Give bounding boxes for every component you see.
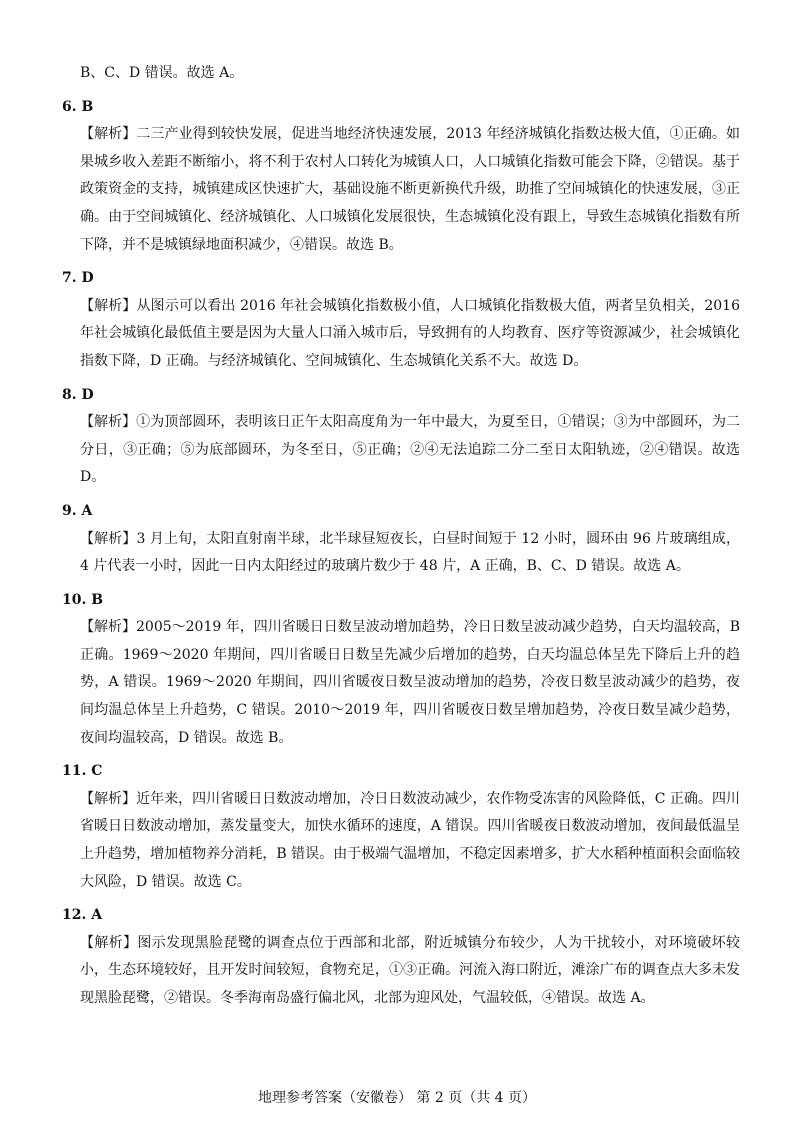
answer-item-6 — [62, 94, 740, 260]
answer-key: 8. D — [62, 386, 94, 403]
answer-item-10 — [62, 587, 740, 753]
answer-item-12 — [62, 902, 740, 1012]
answer-item-7 — [62, 265, 740, 375]
answer-item-9 — [62, 498, 740, 581]
answer-explanation: 【解析】3 月上旬，太阳直射南半球，北半球昼短夜长，白昼时间短于 12 小时，圆环由 96 片玻璃组成，4 片代表一小时，因此一日内太阳经过的玻璃片数少于 48 片，A 正确，B、C、D 错误。故选 A。 — [80, 530, 740, 575]
continued-explanation: B、C、D 错误。故选 A。 — [80, 65, 244, 81]
answer-item-8 — [62, 382, 740, 492]
answer-item-11 — [62, 758, 740, 896]
answer-explanation: 【解析】近年来，四川省暖日日数波动增加，冷日日数波动减少，农作物受冻害的风险降低，C 正确。四川省暖日日数波动增加，蒸发量变大，加快水循环的速度，A 错误。四川省暖夜日数波动增加，夜间最低温呈上升趋势，增加植物养分消耗，B 错误。由于极端气温增加，不稳定因素增多，扩大水稻种植面积会面临较大风险，D 错误。故选 C。 — [80, 790, 740, 890]
answer-key: 6. B — [62, 98, 94, 115]
answer-explanation: 【解析】图示发现黑脸琵鹭的调查点位于西部和北部，附近城镇分布较少，人为干扰较小，对环境破坏较小，生态环境较好，且开发时间较短，食物充足，①③正确。河流入海口附近，滩涂广布的调查点大多未发现黑脸琵鹭，②错误。冬季海南岛盛行偏北风，北部为迎风处，气温较低，④错误。故选 A。 — [80, 934, 740, 1006]
answer-key: 12. A — [62, 907, 103, 924]
answer-explanation: 【解析】从图示可以看出 2016 年社会城镇化指数极小值，人口城镇化指数极大值，两者呈负相关，2016 年社会城镇化最低值主要是因为大量人口涌入城市后，导致拥有的人均教育、医疗等资源减少，社会城镇化指数下降，D 正确。与经济城镇化、空间城镇化、生态城镇化关系不大。故选 D。 — [80, 297, 740, 369]
answer-key: 9. A — [62, 502, 93, 519]
answer-page — [62, 60, 740, 1019]
answer-explanation: 【解析】二三产业得到较快发展，促进当地经济快速发展，2013 年经济城镇化指数达极大值，①正确。如果城乡收入差距不断缩小，将不利于农村人口转化为城镇人口，人口城镇化指数可能会下降，②错误。基于政策资金的支持，城镇建成区快速扩大，基础设施不断更新换代升级，助推了空间城镇化的快速发展，③正确。由于空间城镇化、经济城镇化、人口城镇化发展很快，生态城镇化没有跟上，导致生态城镇化指数有所下降，并不是城镇绿地面积减少，④错误。故选 B。 — [80, 126, 740, 253]
answer-explanation: 【解析】2005～2019 年，四川省暖日日数呈波动增加趋势，冷日日数呈波动减少趋势，白天均温较高，B 正确。1969～2020 年期间，四川省暖日日数呈先减少后增加的趋势，白天均温总体呈先下降后上升的趋势，A 错误。1969～2020 年期间，四川省暖夜日数呈波动增加的趋势，冷夜日数呈波动减少的趋势，夜间均温总体呈上升趋势，C 错误。2010～2019 年，四川省暖夜日数呈增加趋势，冷夜日数呈减少趋势，夜间均温较高，D 错误。故选 B。 — [80, 619, 740, 746]
answer-key: 11. C — [62, 763, 103, 780]
answer-explanation: 【解析】①为顶部圆环，表明该日正午太阳高度角为一年中最大，为夏至日，①错误；③为中部圆环，为二分日，③正确；⑤为底部圆环，为冬至日，⑤正确；②④无法追踪二分二至日太阳轨迹，②④错误。故选 D。 — [80, 414, 740, 486]
answer-key: 7. D — [62, 270, 94, 287]
page-footer: 地理参考答案（安徽卷） 第 2 页（共 4 页） — [257, 1090, 537, 1106]
answer-key: 10. B — [62, 591, 104, 608]
